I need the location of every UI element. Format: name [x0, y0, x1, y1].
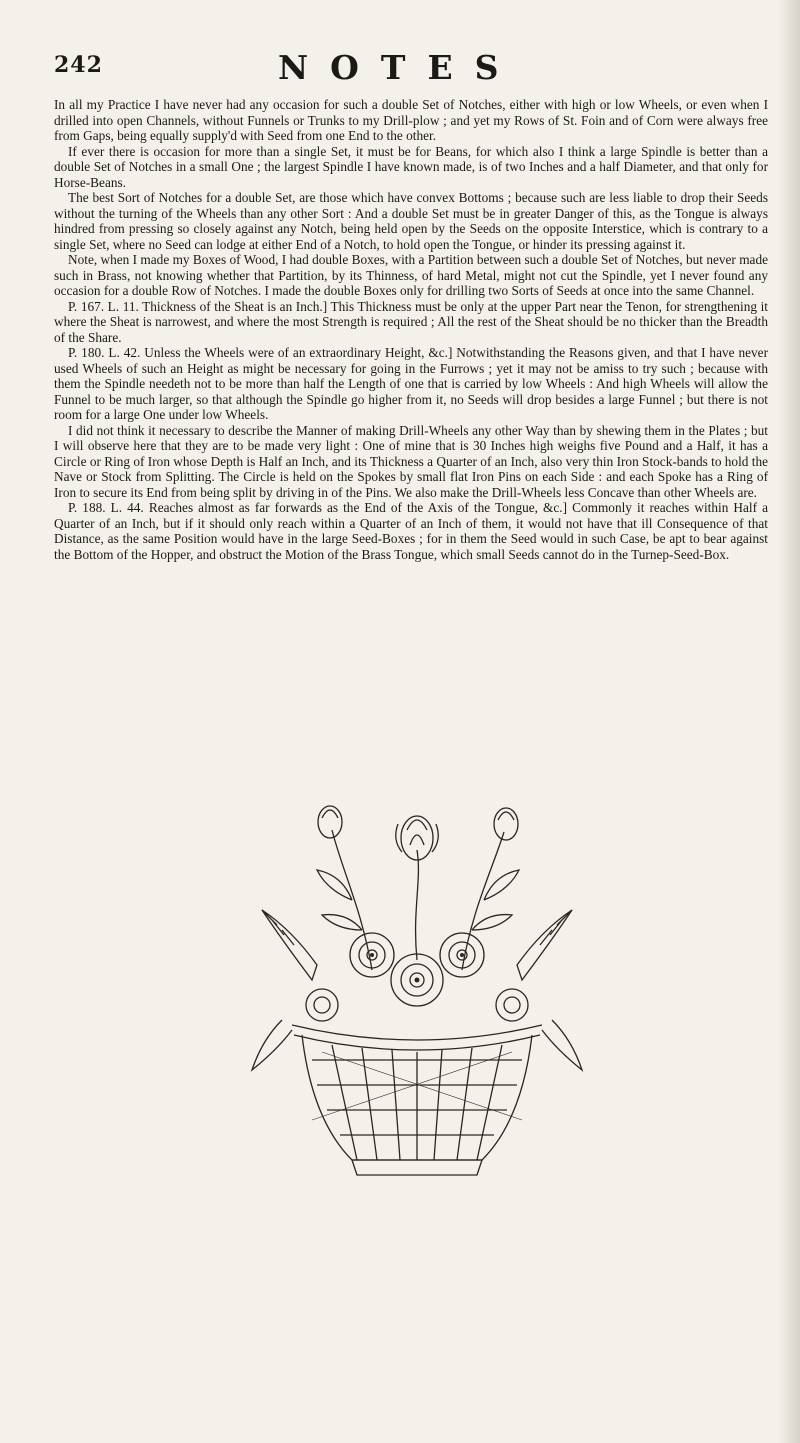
paragraph: Note, when I made my Boxes of Wood, I had double Boxes, with a Partition between such a double Set of Notches, but never made such in Brass, not knowing whether that Partition, by its Thinness, of hard Metal, might not cut the Spindle, yet I never found any occasion for a double Row of Notches. I made the double Boxes only for drilling two Sorts of Seeds at once into the same Channel. — [54, 252, 768, 298]
page-header — [54, 48, 764, 92]
paragraph: I did not think it necessary to describe the Manner of making Drill-Wheels any other Way than by shewing them in the Plates ; but I will observe here that they are to be made very light : One of mine that is 30 Inches high weighs five Pound and a Half, it has a Circle or Ring of Iron whose Depth is Half an Inch, and its Thickness a Quarter of an Inch, also very thin Iron Stock-bands to hold the Nave or Stock from Splitting. The Circle is held on the Spokes by small flat Iron Pins on each Side : and each Spoke has a Ring of Iron to secure its End from being split by driving in of the Pins. We also make the Drill-Wheels less Concave than other Wheels are. — [54, 422, 768, 500]
flower-basket-icon — [222, 790, 612, 1190]
paragraph: If ever there is occasion for more than a single Set, it must be for Beans, for which also I think a large Spindle is better than a double Set of Notches in a small One ; the largest Spindle I have known made, is of two Inches and a half Diameter, and that only for Horse-Beans. — [54, 143, 768, 190]
paragraph: P. 167. L. 11. Thickness of the Sheat is an Inch.] This Thickness must be only at the upper Part near the Tenon, for strengthening it where the Sheat is narrowest, and where the most Strength is required ; All the rest of the Sheat should be no thicker than the Breadth of the Share. — [54, 298, 768, 345]
page-number: 242 — [54, 52, 103, 78]
paragraph: P. 188. L. 44. Reaches almost as far forwards as the End of the Axis of the Tongue, &c.] Commonly it reaches within Half a Quarter of an Inch, but if it should only reach within a Quarter of an Inch of them, it would not have that ill Consequence of that Distance, as the same Position would have in the large Seed-Boxes ; for in them the Seed would in such Case, be apt to bear against the Bottom of the Hopper, and obstruct the Motion of the Brass Tongue, which small Seeds cannot do in the Turnep-Seed-Box. — [54, 500, 768, 562]
paragraph: In all my Practice I have never had any occasion for such a double Set of Notches, either with high or low Wheels, or even when I drilled into open Channels, without Funnels or Trunks to my Drill-plow ; and yet my Rows of St. Foin and of Corn were always free from Gaps, being equally supply'd with Seed from one End to the other. — [54, 97, 768, 143]
running-head: NOTES — [278, 48, 521, 87]
paragraph: P. 180. L. 42. Unless the Wheels were of an extraordinary Height, &c.] Notwithstanding the Reasons given, and that I have never used Wheels of such an Height as might be necessary for going in the Furrows ; yet it may not be amiss to try such ; because with them the Spindle needeth not to be more than half the Length of one that is carried by low Wheels : And high Wheels will allow the Funnel to be much larger, so that although the Spindle go higher from it, no Seeds will drop besides a large Funnel ; but there is not room for a large One under low Wheels. — [54, 345, 768, 422]
flower-basket-ornament — [222, 790, 612, 1190]
page-edge-shadow — [778, 0, 800, 1443]
paragraph: The best Sort of Notches for a double Set, are those which have convex Bottoms ; because such are less liable to drop their Seeds without the turning of the Wheels than any other Sort : And a double Set must be in greater Danger of this, as the Tongue is always hindred from pressing so closely against any Notch, being held open by the Seeds on the opposite Interstice, which is contrary to a single Set, where no Seed can lodge at either End of a Notch, to hold open the Tongue, or hinder its pressing against it. — [54, 190, 768, 252]
notes-body — [54, 97, 768, 562]
